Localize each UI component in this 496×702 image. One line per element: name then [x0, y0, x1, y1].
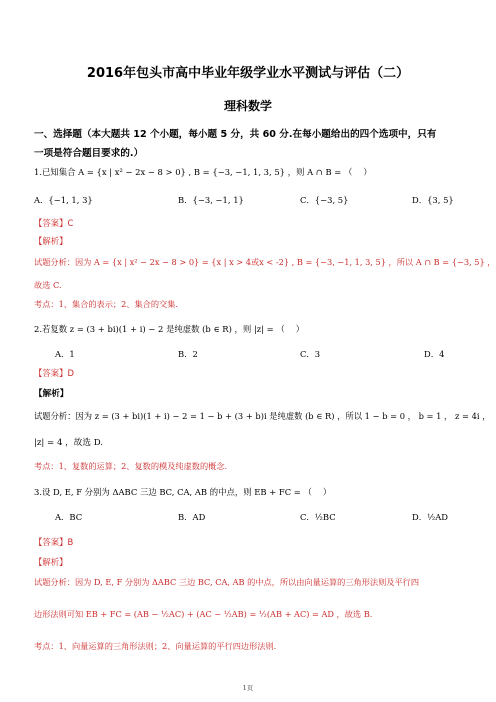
question-3-option-b: B．AD — [178, 512, 206, 522]
question-1-option-b: B．{−3, −1, 1} — [178, 195, 244, 205]
question-2-stem: 2.若复数 z = (3 + bi)(1 + i) − 2 是纯虚数 (b ∈ R) ，则 |z| = （ ） — [34, 324, 305, 334]
question-2-option-d: D．4 — [424, 349, 445, 359]
question-2-points: 考点：1、复数的运算；2、复数的模及纯虚数的概念. — [34, 461, 228, 471]
question-2-option-c: C．3 — [300, 349, 321, 359]
question-2-analysis-line1: 试题分析：因为 z = (3 + bi)(1 + i) − 2 = 1 − b + (3 + b)i 是纯虚数 (b ∈ R) ，所以 1 − b = 0 ， b = 1 ， z = 4i ， — [34, 411, 491, 421]
question-3-option-c: C．½BC — [300, 512, 336, 522]
question-1-analysis-label: 【解析】 — [34, 236, 68, 246]
question-1-option-d: D．{3, 5} — [412, 195, 454, 205]
question-1-analysis-line2: 故选 C. — [34, 280, 62, 290]
question-3-analysis-label: 【解析】 — [34, 557, 68, 567]
question-3-option-d: D．½AD — [412, 512, 448, 522]
page-title: 2016年包头市高中毕业年级学业水平测试与评估（二） — [86, 66, 410, 81]
question-2-analysis-line2: |z| = 4 ，故选 D. — [34, 438, 104, 448]
question-2-option-b: B．2 — [178, 349, 198, 359]
section-heading-line1: 一、选择题（本大题共 12 个小题，每小题 5 分，共 60 分.在每小题给出的四个选项中，只有 — [34, 129, 437, 140]
question-3-stem: 3.设 D, E, F 分别为 ΔABC 三边 BC, CA, AB 的中点，则 EB + FC = （ ） — [34, 487, 332, 497]
page-number: 1页 — [242, 684, 254, 692]
question-1-points: 考点：1、集合的表示；2、集合的交集. — [34, 299, 179, 309]
question-3-option-a: A．BC — [55, 512, 83, 522]
question-1-stem: 1.已知集合 A = {x | x² − 2x − 8 > 0} , B = {−3, −1, 1, 3, 5} ，则 A ∩ B = （ ） — [34, 167, 372, 177]
question-1-analysis-line1: 试题分析：因为 A = {x | x² − 2x − 8 > 0} = {x | x > 4或x < -2} , B = {−3, −1, 1, 3, 5} ，所以 A ∩ B = {−3, 5} ， — [34, 257, 496, 267]
question-1-option-a: A．{−1, 1, 3} — [34, 195, 93, 205]
question-3-analysis-line1: 试题分析：因为 D, E, F 分别为 ΔABC 三边 BC, CA, AB 的中点，所以由向量运算的三角形法则及平行四 — [34, 577, 420, 587]
question-2-analysis-label: 【解析】 — [34, 389, 69, 399]
question-1-answer: 【答案】C — [34, 218, 74, 228]
question-3-analysis-line2: 边形法则可知 EB + FC = (AB − ½AC) + (AC − ½AB) = ½(AB + AC) = AD ，故选 B. — [34, 609, 373, 619]
question-2-answer: 【答案】D — [34, 368, 74, 378]
page-subtitle: 理科数学 — [223, 99, 272, 113]
question-3-answer: 【答案】B — [34, 537, 74, 547]
question-1-option-c: C．{−3, 5} — [300, 195, 349, 205]
question-2-option-a: A．1 — [55, 349, 75, 359]
question-3-points: 考点：1、向量运算的三角形法则；2、向量运算的平行四边形法则. — [34, 641, 277, 651]
section-heading-line2: 一项是符合题目要求的.） — [34, 148, 144, 159]
